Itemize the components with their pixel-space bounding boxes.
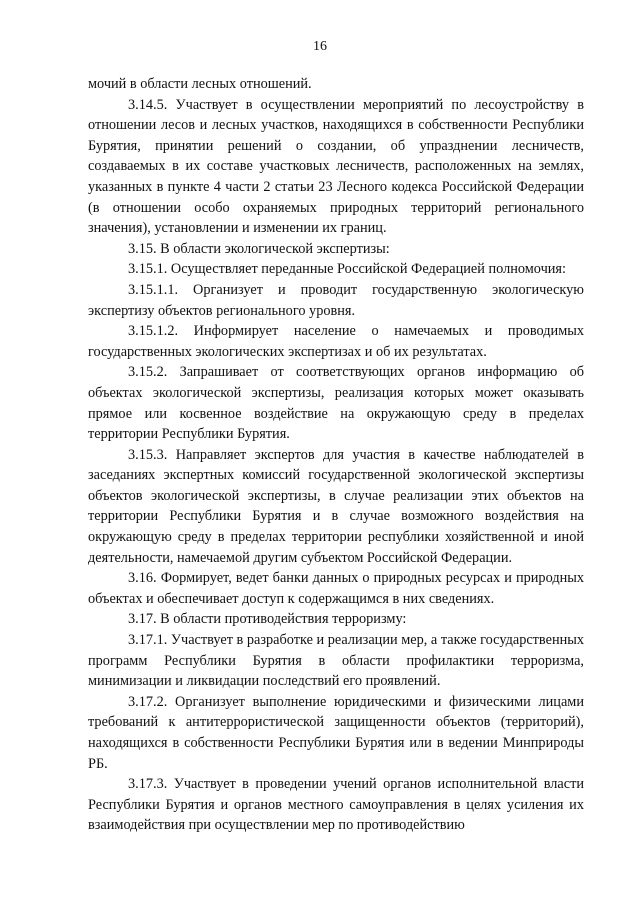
paragraph-3-15-2: 3.15.2. Запрашивает от соответствующих органов информацию об объектах экологической экспертизы, реализация которых может оказывать прямое или косвенное воздействие на окружающую среду в пределах территории Республики Бурятия.: [88, 364, 584, 443]
page-number: 16: [313, 39, 327, 54]
paragraph-3-17: 3.17. В области противодействия терроризму:: [128, 611, 407, 628]
paragraph-3-16: 3.16. Формирует, ведет банки данных о природных ресурсах и природных объектах и обеспечивает доступ к содержащимся в них сведениях.: [88, 570, 584, 607]
paragraph-3-15-3: 3.15.3. Направляет экспертов для участия в качестве наблюдателей в заседаниях экспертных комиссий государственной экологической экспертизы объектов экологической экспертизы, в случае реализации этих объектов на территории Республики Бурятия и в случае возможного воздействия на окружающую среду в пределах территории республики хозяйственной и иной деятельности, намечаемой другим субъектом Российской Федерации.: [88, 446, 584, 566]
body-text: [88, 74, 584, 836]
paragraph-3-15-1: 3.15.1. Осуществляет переданные Российской Федерацией полномочия:: [128, 261, 566, 278]
paragraph-3-17-3: 3.17.3. Участвует в проведении учений органов исполнительной власти Республики Бурятия и органов местного самоуправления в целях усиления их взаимодействия при осуществлении мер по противодействию: [88, 776, 584, 834]
paragraph-3-15-1-1: 3.15.1.1. Организует и проводит государственную экологическую экспертизу объектов регионального уровня.: [88, 281, 584, 319]
paragraph-3-14-5: 3.14.5. Участвует в осуществлении мероприятий по лесоустройству в отношении лесов и лесных участков, находящихся в собственности Республики Бурятия, принятии решений о создании, об упразднении лесничеств, создаваемых в их составе участковых лесничеств, расположенных на землях, указанных в пункте 4 части 2 статьи 23 Лесного кодекса Российской Федерации (в отношении особо охраняемых природных территорий регионального значения), установлении и изменении их границ.: [88, 96, 584, 237]
paragraph-3-15: 3.15. В области экологической экспертизы:: [128, 240, 390, 257]
paragraph-3-15-1-2: 3.15.1.2. Информирует население о намечаемых и проводимых государственных экологических экспертизах и об их результатах.: [88, 323, 584, 360]
paragraph-continuation: мочий в области лесных отношений.: [88, 76, 312, 92]
paragraph-3-17-1: 3.17.1. Участвует в разработке и реализации мер, а также государственных программ Республики Бурятия в области профилактики терроризма, минимизации и ликвидации последствий его проявлений.: [88, 632, 584, 690]
paragraph-3-17-2: 3.17.2. Организует выполнение юридическими и физическими лицами требований к антитеррористической защищенности объектов (территорий), находящихся в собственности Республики Бурятия или в ведении Минприроды РБ.: [88, 693, 584, 772]
